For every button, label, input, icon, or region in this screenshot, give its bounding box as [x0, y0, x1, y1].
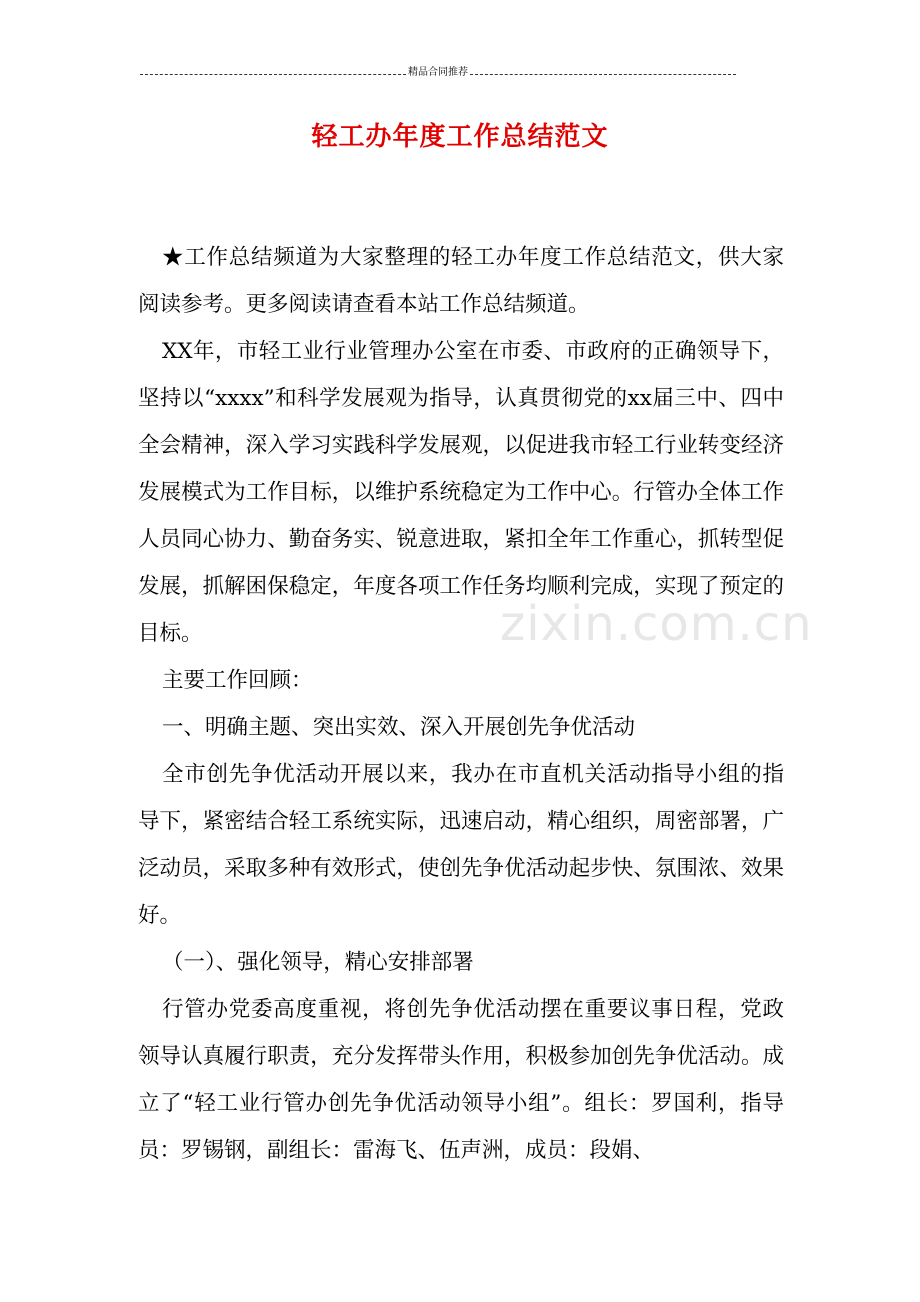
document-body [138, 234, 784, 1174]
header-divider-right [470, 74, 736, 75]
page-header [140, 66, 736, 80]
header-label: 精品合同推荐 [408, 67, 468, 78]
paragraph-review-heading: 主要工作回顾： [162, 668, 313, 693]
paragraph-overview: XX年，市轻工业行业管理办公室在市委、市政府的正确领导下，坚持以“xxxx”和科学发展观为指导，认真贯彻党的xx届三中、四中全会精神，深入学习实践科学发展观，以促进我市轻工行业转变经济发展模式为工作目标，以维护系统稳定为工作中心。行管办全体工作人员同心协力、勤奋务实、锐意进取，紧扣全年工作重心，抓转型促发展，抓解困保稳定，年度各项工作任务均顺利完成，实现了预定的目标。 [138, 339, 784, 646]
document-title: 轻工办年度工作总结范文 [311, 122, 609, 152]
paragraph-activity: 全市创先争优活动开展以来，我办在市直机关活动指导小组的指导下，紧密结合轻工系统实际，迅速启动，精心组织，周密部署，广泛动员，采取多种有效形式，使创先争优活动起步快、氛围浓、效果好。 [138, 762, 784, 928]
paragraph-intro: ★工作总结频道为大家整理的轻工办年度工作总结范文，供大家阅读参考。更多阅读请查看本站工作总结频道。 [138, 245, 784, 317]
subsection-heading-1: （一）、强化领导，精心安排部署 [162, 950, 474, 975]
section-heading-1: 一、明确主题、突出实效、深入开展创先争优活动 [162, 715, 636, 740]
paragraph-leadership: 行管办党委高度重视，将创先争优活动摆在重要议事日程，党政领导认真履行职责，充分发挥带头作用，积极参加创先争优活动。成立了“轻工业行管办创先争优活动领导小组”。组长：罗国利，指导员：罗锡钢，副组长：雷海飞、伍声洲，成员：段娟、 [138, 997, 784, 1163]
header-divider-left [140, 74, 406, 75]
watermark: zixin.com.cn [500, 596, 813, 652]
